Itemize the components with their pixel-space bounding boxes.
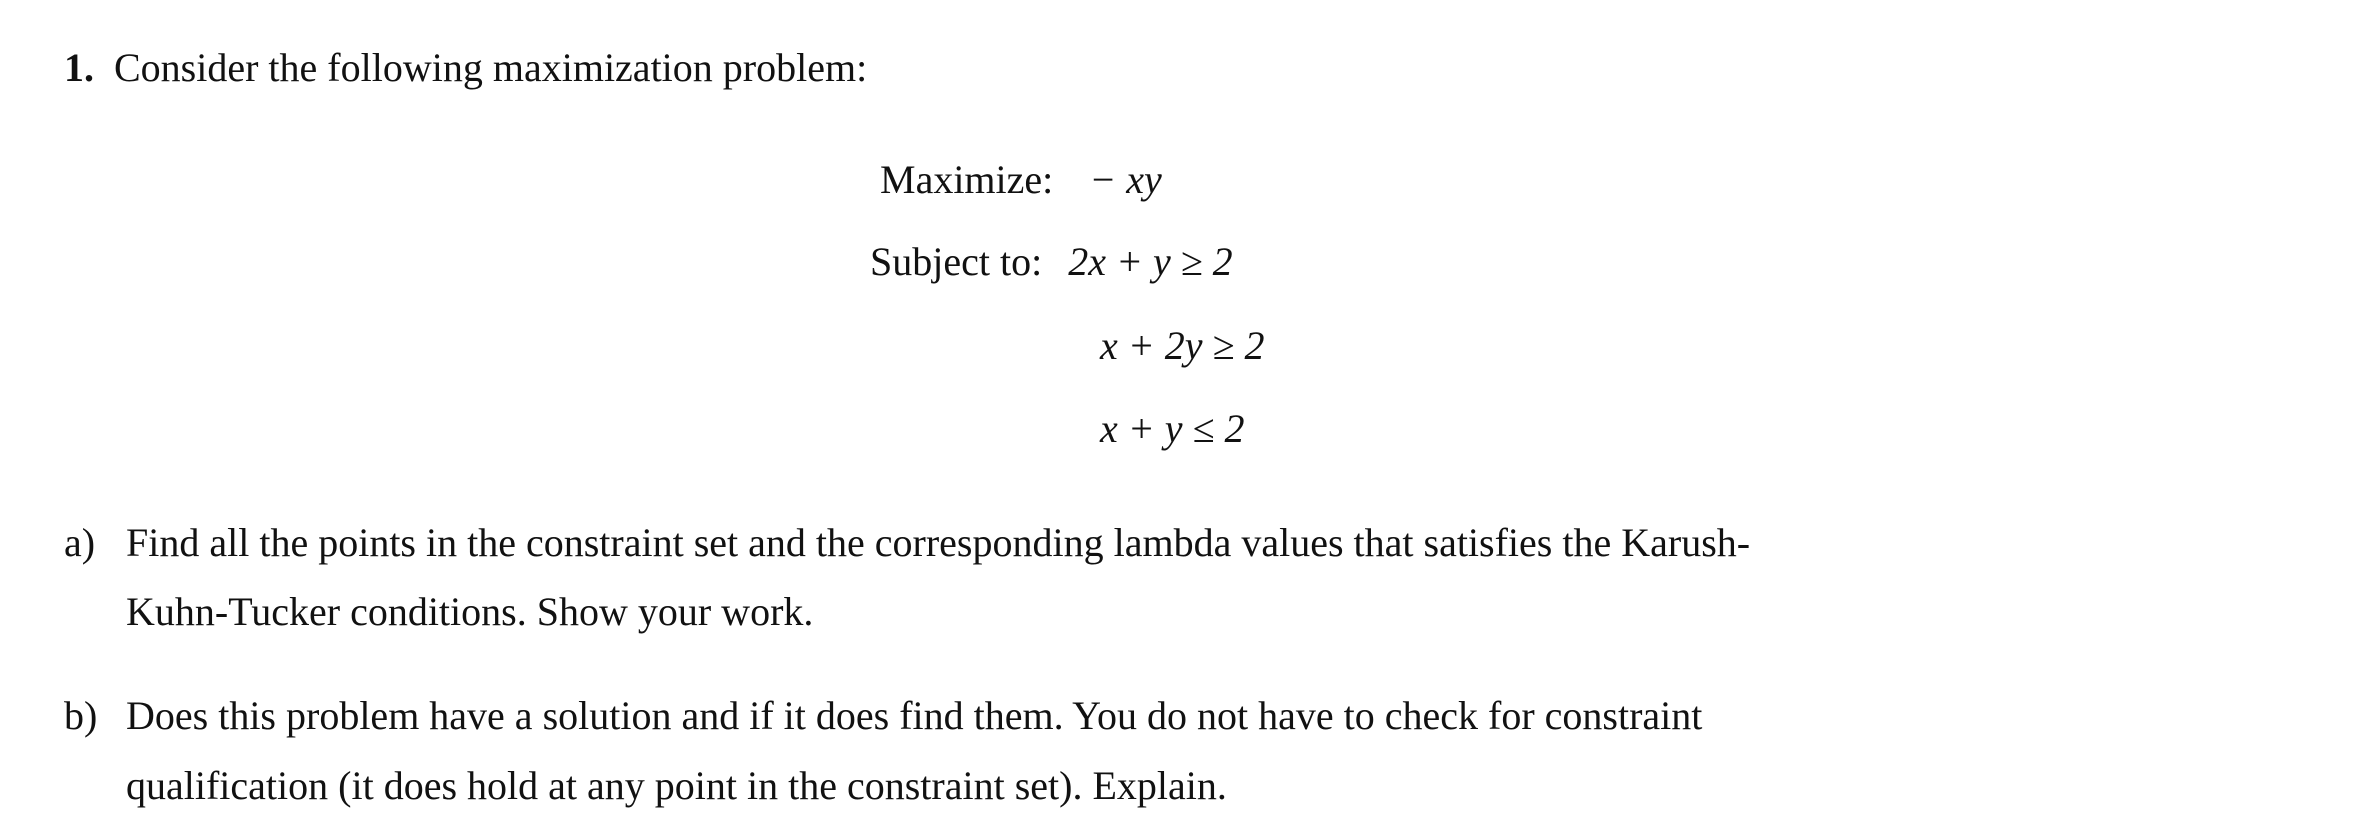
objective-label: Maximize:: [880, 157, 1054, 202]
part-b-text-line-1: Does this problem have a solution and if it does find them. You do not have to check for constraint: [126, 693, 1703, 738]
objective-row: [880, 156, 1162, 204]
constraints-label: Subject to:: [870, 239, 1043, 284]
part-a-text-line-1: Find all the points in the constraint set and the corresponding lambda values that satisfies the Karush-: [126, 520, 1751, 565]
part-b-text-line-2: qualification (it does hold at any point in the constraint set). Explain.: [126, 763, 1227, 808]
constraint-row-3: [1100, 405, 1244, 453]
constraint-1: 2x + y ≥ 2: [1068, 239, 1233, 284]
constraint-row-1: [870, 238, 1233, 286]
constraint-row-2: [1100, 322, 1264, 370]
part-a-marker: a): [64, 520, 96, 565]
constraint-3: x + y ≤ 2: [1100, 406, 1245, 451]
constraint-2: x + 2y ≥ 2: [1100, 323, 1265, 368]
part-a-text-line-2: Kuhn-Tucker conditions. Show your work.: [126, 589, 814, 634]
objective-expression: − xy: [1089, 157, 1162, 202]
part-b-marker: b): [64, 693, 98, 738]
problem-intro: Consider the following maximization problem:: [114, 45, 868, 90]
problem-heading: [64, 44, 867, 92]
problem-number: 1.: [64, 45, 94, 90]
